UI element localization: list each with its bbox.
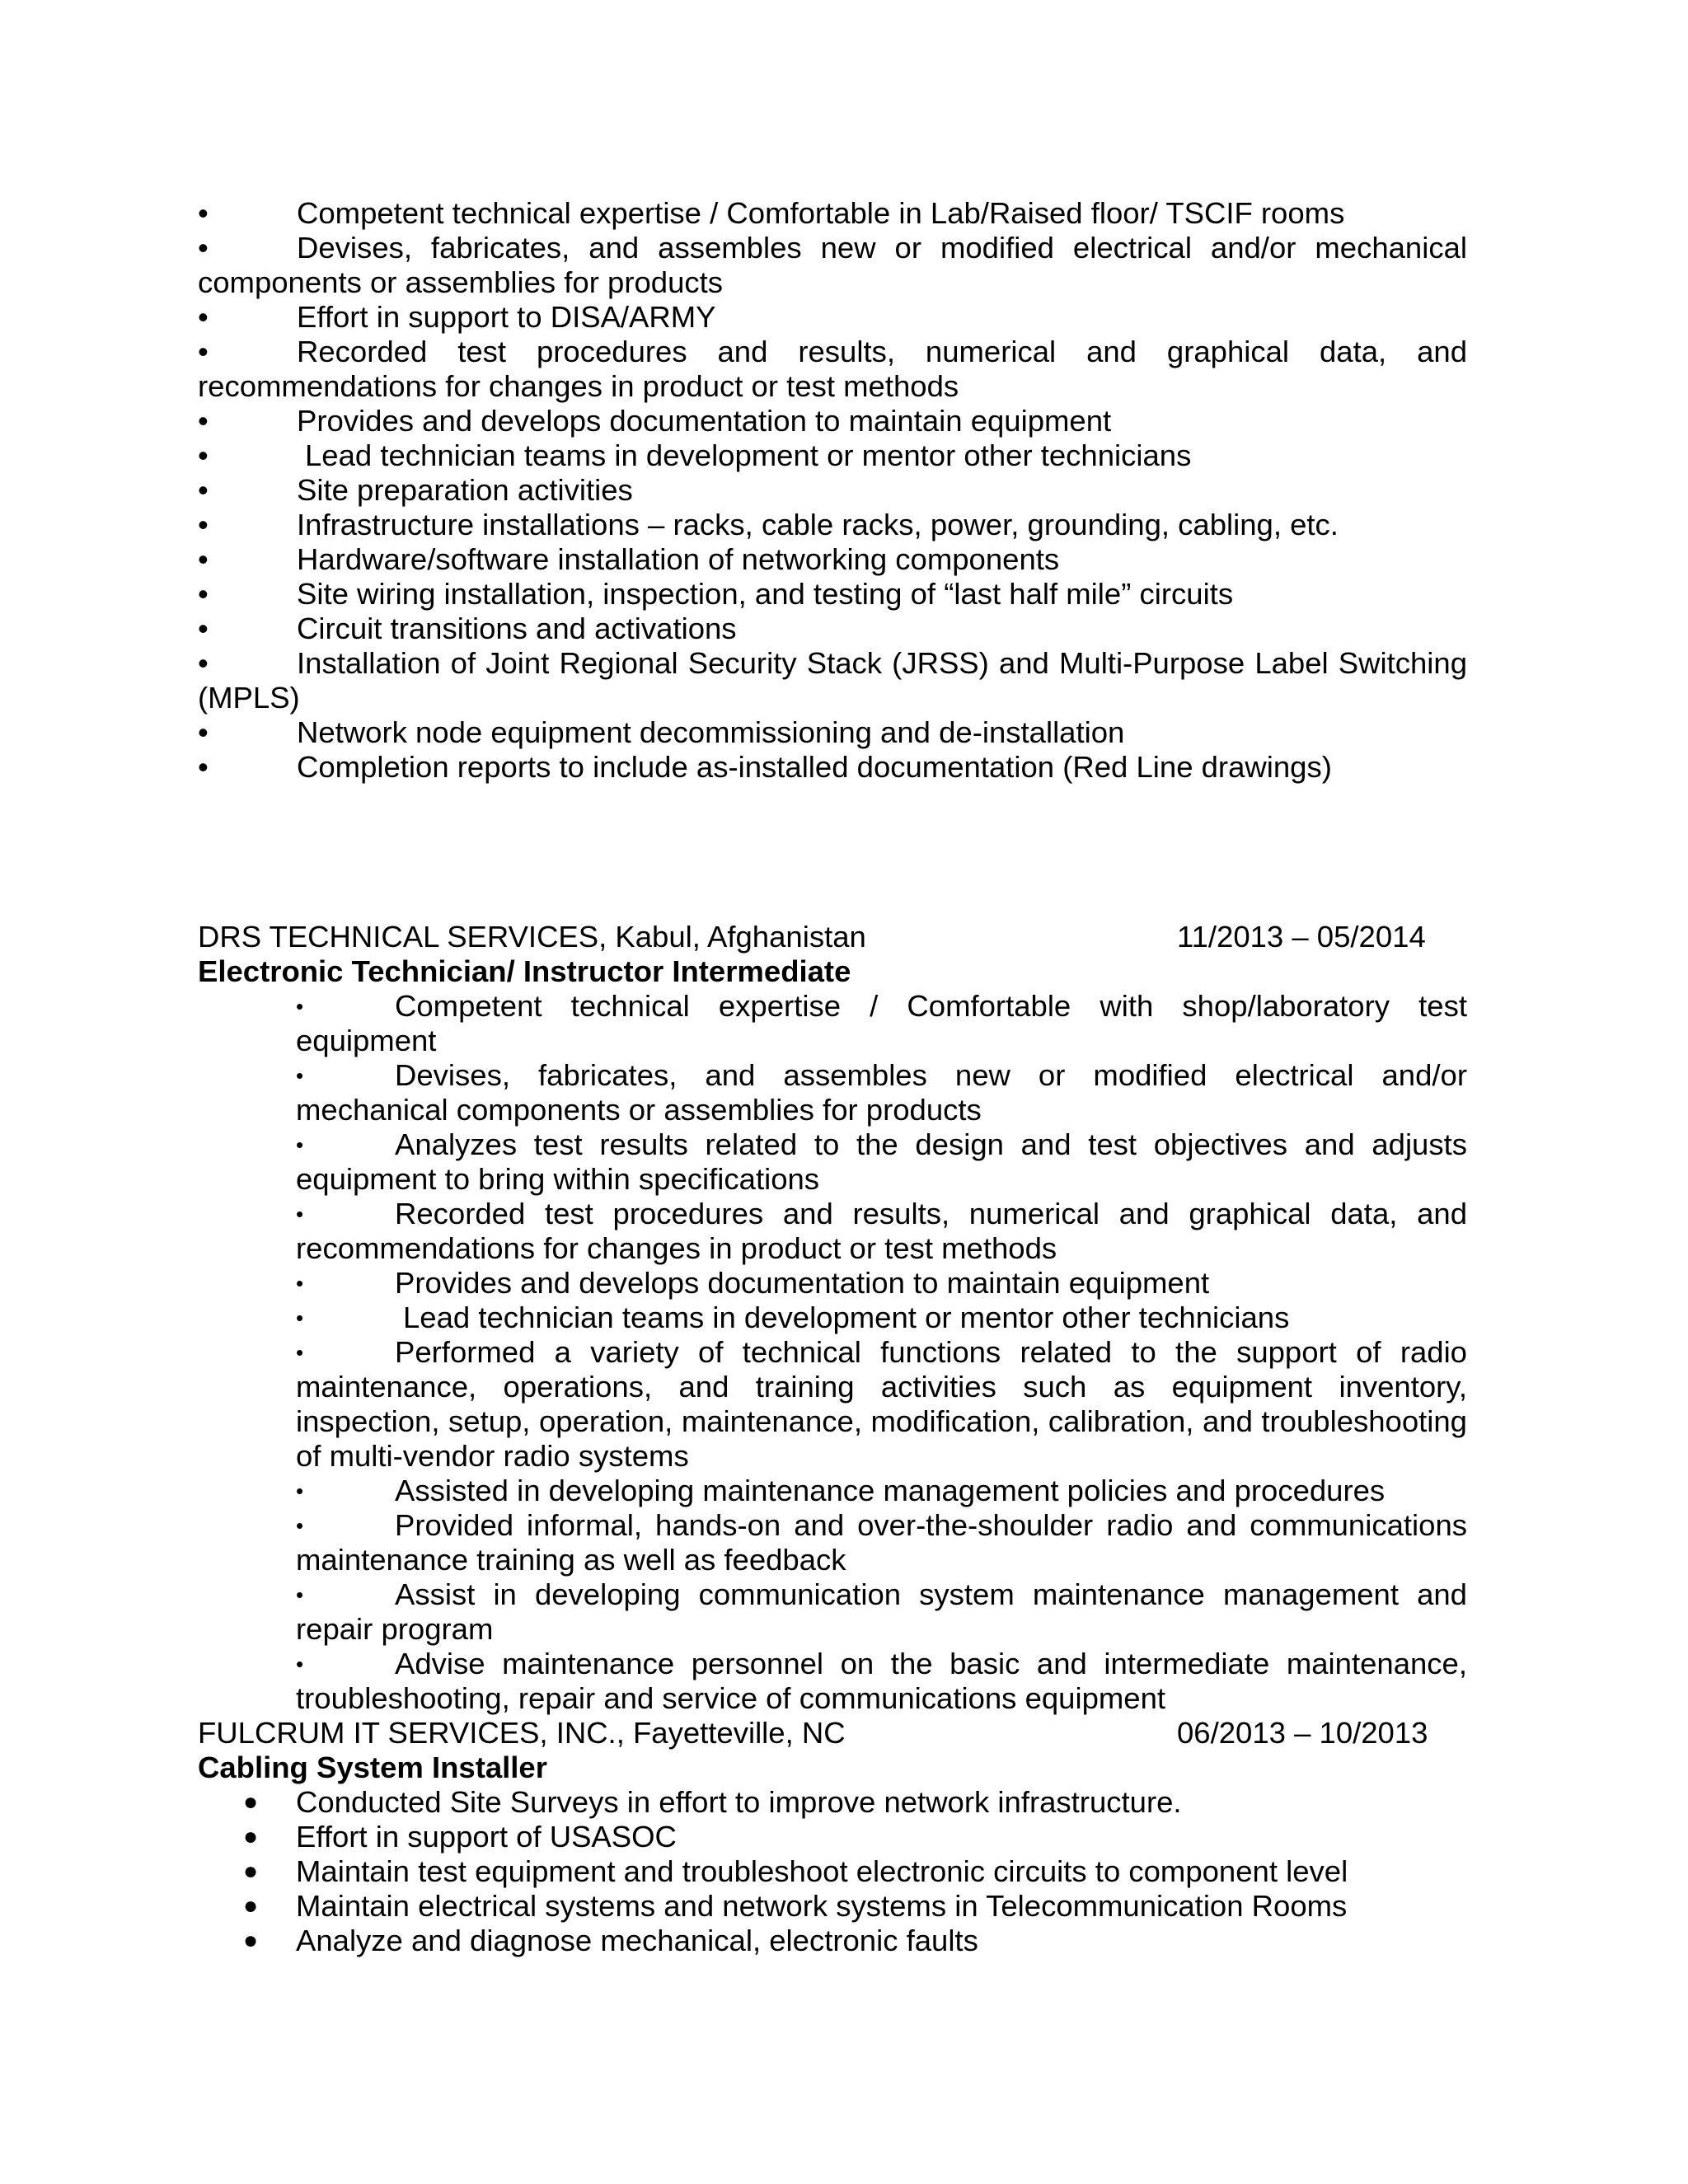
list-item: • Devises, fabricates, and assembles new or modified electrical and/or mechanical components or assemblies for products <box>198 231 1467 299</box>
list-item: • Circuit transitions and activations <box>198 612 737 645</box>
employment-dates: 06/2013 – 10/2013 <box>1177 1716 1428 1750</box>
list-item: ● Maintain test equipment and troubleshoot electronic circuits to component level <box>243 1854 1348 1888</box>
list-item: ● Analyze and diagnose mechanical, electronic faults <box>243 1924 978 1957</box>
list-item: • Infrastructure installations – racks, cable racks, power, grounding, cabling, etc. <box>198 508 1339 541</box>
company-name: FULCRUM IT SERVICES, INC., Fayetteville, NC <box>198 1716 846 1750</box>
list-item: • Network node equipment decommissioning and de-installation <box>198 715 1125 749</box>
bullet-marker: • <box>296 1479 304 1503</box>
fulcrum-bullet-list <box>198 1785 1467 1958</box>
previous-job-bullet-list <box>198 196 1467 785</box>
list-item: • Assist in developing communication system maintenance management and repair program <box>296 1577 1467 1646</box>
bullet-marker: • <box>296 1513 304 1538</box>
bullet-marker: • <box>296 1652 304 1676</box>
bullet-marker: • <box>198 542 209 576</box>
bullet-marker: • <box>296 1340 304 1365</box>
company-name: DRS TECHNICAL SERVICES, Kabul, Afghanistan <box>198 920 866 954</box>
list-item: ● Effort in support of USASOC <box>243 1820 677 1854</box>
bullet-marker: • <box>296 1305 304 1330</box>
bullet-marker: • <box>296 1132 304 1157</box>
bullet-marker: • <box>296 1202 304 1226</box>
bullet-marker: • <box>198 231 209 265</box>
job-title: Electronic Technician/ Instructor Intermediate <box>198 954 851 988</box>
job-title: Cabling System Installer <box>198 1750 547 1784</box>
list-item: • Competent technical expertise / Comfortable with shop/laboratory test equipment <box>296 989 1467 1057</box>
list-item: • Completion reports to include as-installed documentation (Red Line drawings) <box>198 750 1332 784</box>
bullet-marker: • <box>198 300 209 334</box>
bullet-marker: • <box>296 1582 304 1607</box>
bullet-marker: ● <box>243 1927 259 1954</box>
list-item: ● Conducted Site Surveys in effort to improve network infrastructure. <box>243 1785 1182 1819</box>
bullet-marker: • <box>296 1271 304 1296</box>
list-item: • Analyzes test results related to the design and test objectives and adjusts equipment to bring within specifications <box>296 1127 1467 1196</box>
list-item: • Lead technician teams in development or mentor other technicians <box>198 438 1192 472</box>
bullet-marker: ● <box>243 1858 259 1885</box>
bullet-marker: ● <box>243 1892 259 1919</box>
list-item: • Site wiring installation, inspection, and testing of “last half mile” circuits <box>198 577 1234 611</box>
list-item: • Advise maintenance personnel on the basic and intermediate maintenance, troubleshooting, repair and service of communications equipment <box>296 1647 1467 1715</box>
bullet-marker: • <box>198 646 209 680</box>
list-item: ● Maintain electrical systems and network systems in Telecommunication Rooms <box>243 1889 1348 1923</box>
bullet-marker: • <box>296 1063 304 1088</box>
bullet-marker: • <box>198 508 209 541</box>
bullet-marker: • <box>198 404 209 438</box>
list-item: • Provides and develops documentation to maintain equipment <box>296 1266 1210 1300</box>
employment-dates: 11/2013 – 05/2014 <box>1177 920 1426 954</box>
bullet-marker: • <box>198 612 209 645</box>
bullet-marker: • <box>296 994 304 1019</box>
bullet-marker: • <box>198 715 209 749</box>
bullet-marker: • <box>198 473 209 507</box>
list-item: • Devises, fabricates, and assembles new or modified electrical and/or mechanical components or assemblies for products <box>296 1058 1467 1127</box>
bullet-marker: ● <box>243 1788 259 1816</box>
bullet-marker: ● <box>243 1823 259 1850</box>
list-item: • Assisted in developing maintenance management policies and procedures <box>296 1474 1386 1507</box>
bullet-marker: • <box>198 577 209 611</box>
list-item: • Provided informal, hands-on and over-the-shoulder radio and communications maintenance training as well as feedback <box>296 1508 1467 1577</box>
list-item: • Hardware/software installation of networking components <box>198 542 1060 576</box>
list-item: • Site preparation activities <box>198 473 633 507</box>
job-header-fulcrum <box>198 1716 1467 1785</box>
list-item: • Recorded test procedures and results, numerical and graphical data, and recommendations for changes in product or test methods <box>296 1197 1467 1265</box>
list-item: • Provides and develops documentation to maintain equipment <box>198 404 1112 438</box>
list-item: • Installation of Joint Regional Security Stack (JRSS) and Multi-Purpose Label Switching (MPLS) <box>198 646 1467 715</box>
bullet-marker: • <box>198 335 209 368</box>
job-header-drs <box>198 920 1467 989</box>
list-item: • Performed a variety of technical functions related to the support of radio maintenance, operations, and training activities such as equipment inventory, inspection, setup, operation, maintenance, modification, calibration, and troubleshooting of multi-vendor radio systems <box>296 1335 1467 1473</box>
bullet-marker: • <box>198 196 209 230</box>
list-item: • Recorded test procedures and results, numerical and graphical data, and recommendations for changes in product or test methods <box>198 335 1467 403</box>
list-item: • Lead technician teams in development or mentor other technicians <box>296 1301 1290 1334</box>
bullet-marker: • <box>198 438 209 472</box>
drs-bullet-list <box>296 989 1467 1716</box>
list-item: • Competent technical expertise / Comfortable in Lab/Raised floor/ TSCIF rooms <box>198 196 1345 230</box>
bullet-marker: • <box>198 750 209 784</box>
list-item: • Effort in support to DISA/ARMY <box>198 300 716 334</box>
